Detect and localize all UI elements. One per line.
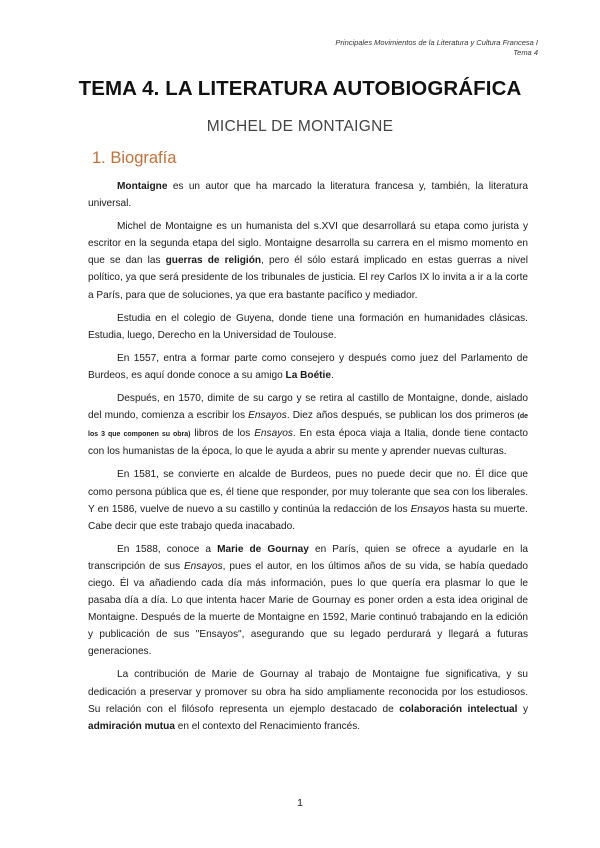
page-title: TEMA 4. LA LITERATURA AUTOBIOGRÁFICA bbox=[78, 77, 522, 100]
text-run: en el contexto del Renacimiento francés. bbox=[174, 720, 361, 732]
text-run: En 1581, se convierte en alcalde de Burdeos, pues no puede decir que no. Él dice que como persona pública que es, él tiene que responder, por muy tolerante que sea con los liberales. Y en 1586, vuelve de nuevo a su castillo y continúa la redacción de los bbox=[88, 469, 528, 515]
italic-text: Ensayos bbox=[183, 560, 223, 572]
header-topic: Tema 4 bbox=[513, 48, 538, 57]
text-run: . bbox=[330, 369, 334, 381]
bold-text: Marie de Gournay bbox=[217, 543, 309, 555]
italic-text: Ensayos bbox=[410, 503, 450, 515]
bold-text: Montaigne bbox=[117, 181, 168, 192]
paragraph-2 bbox=[88, 218, 528, 303]
text-run: Michel de Montaigne es un humanista del s.XVI que desarrollará su etapa como jurista y escritor en la segunda etapa del siglo. Montaigne desarrolla su carrera en el mismo momento en que se dan las bbox=[88, 221, 528, 267]
paragraph-3 bbox=[88, 310, 528, 344]
text-run: y bbox=[517, 703, 528, 715]
text-run: La contribución de Marie de Gournay al trabajo de Montaigne fue significativa, y su dedicación a preservar y promover su obra ha sido ampliamente reconocida por los estudiosos. Su relación con el filósofo representa un ejemplo destacado de bbox=[88, 669, 528, 715]
body-text bbox=[88, 178, 528, 741]
text-run: , pero él sólo estará implicado en estas guerras a nivel político, ya que será presidente de los tribunales de justicia. El rey Carlos IX lo invita a ir a la corte a París, para que de soluciones, ya que era bastante pacífico y mediador. bbox=[88, 255, 528, 301]
paragraph-5 bbox=[88, 390, 528, 460]
paragraph-8 bbox=[88, 666, 528, 734]
text-run: , pues el autor, en los últimos años de su vida, se había quedado ciego. Él va añadiendo cada día más información, pues lo que quería era plasmar lo que le pasaba día a día. Lo que intenta hacer Marie de Gournay es poner orden a esta idea original de Montaigne. Después de la muerte de Montaigne en 1592, Marie continuó trabajando en la edición y publicación de sus "Ensayos", asegurando que su legado perdurará y llegará a futuras generaciones. bbox=[88, 560, 528, 658]
text-run: . En esta época viaja a Italia, donde tiene contacto con los humanistas de la época, lo que le ayuda a abrir su mente y aprender nuevas culturas. bbox=[88, 428, 528, 458]
italic-text: Ensayos bbox=[248, 410, 287, 422]
text-run: En 1588, conoce a bbox=[117, 543, 218, 555]
text-run: en París, quien se ofrece a ayudarle en la transcripción de sus bbox=[88, 543, 528, 572]
bold-text: guerras de religión bbox=[165, 255, 262, 267]
text-run: Estudia en el colegio de Guyena, donde tiene una formación en humanidades clásicas. Estudia, luego, Derecho en la Universidad de Toulouse. bbox=[88, 312, 528, 341]
section-heading: 1. Biografía bbox=[92, 149, 177, 167]
bold-text: admiración mutua bbox=[88, 720, 175, 732]
paragraph-6 bbox=[88, 466, 528, 534]
bold-text: La Boétie bbox=[285, 369, 331, 381]
text-run: hasta su muerte. Cabe decir que este trabajo queda inacabado. bbox=[88, 503, 528, 532]
bold-text: colaboración intelectual bbox=[399, 703, 518, 715]
text-run: En 1557, entra a formar parte como consejero y después como juez del Parlamento de Burdeos, es aquí donde conoce a su amigo bbox=[88, 352, 528, 381]
text-run: libros de los bbox=[190, 428, 255, 440]
small-note: (de los 3 que componen su obra) bbox=[88, 413, 528, 439]
paragraph-7 bbox=[88, 541, 528, 661]
text-run: . Diez años después, se publican los dos primeros bbox=[286, 410, 518, 422]
running-header bbox=[238, 38, 538, 58]
page-number: 1 bbox=[297, 797, 303, 809]
page-subtitle: MICHEL DE MONTAIGNE bbox=[206, 118, 394, 135]
italic-text: Ensayos bbox=[254, 428, 293, 440]
text-run: Después, en 1570, dimite de su cargo y se retira al castillo de Montaigne, donde, aislado del mundo, comienza a escribir los bbox=[88, 393, 528, 422]
paragraph-4 bbox=[88, 350, 528, 384]
paragraph-1 bbox=[88, 178, 528, 212]
header-course-title: Principales Movimientos de la Literatura y Cultura Francesa I bbox=[335, 38, 538, 47]
text-run: es un autor que ha marcado la literatura francesa y, también, la literatura universal. bbox=[88, 181, 528, 210]
